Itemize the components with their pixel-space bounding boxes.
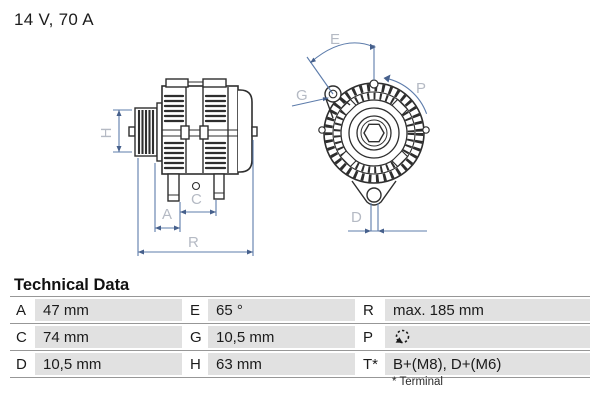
table-cell-key: A: [10, 302, 35, 319]
dim-label-E: E: [330, 31, 341, 48]
dim-label-A: A: [162, 206, 173, 223]
table-cell-key: P: [355, 329, 385, 346]
table-cell-key: E: [182, 302, 208, 319]
table-cell-value: 47 mm: [35, 299, 182, 321]
table-cell-value: [385, 326, 590, 348]
table-cell-key: T*: [355, 356, 385, 373]
table-cell-value: 74 mm: [35, 326, 182, 348]
side-view-drawing: [129, 79, 257, 201]
table-cell-value: 65 °: [208, 299, 355, 321]
table-row: [10, 350, 590, 377]
table-cell-value: 63 mm: [208, 353, 355, 375]
electrical-rating: 14 V, 70 A: [14, 10, 94, 29]
table-cell-value: 10,5 mm: [208, 326, 355, 348]
dim-label-R: R: [188, 234, 199, 251]
dim-label-C: C: [191, 191, 202, 208]
front-view-drawing: [319, 80, 429, 205]
technical-data-table: [10, 296, 590, 378]
table-cell-key: H: [182, 356, 208, 373]
table-cell-value: B+(M8), D+(M6): [385, 353, 590, 375]
table-cell-key: R: [355, 302, 385, 319]
table-cell-key: D: [10, 356, 35, 373]
dim-label-D: D: [351, 209, 362, 226]
table-cell-key: C: [10, 329, 35, 346]
table-cell-value: max. 185 mm: [385, 299, 590, 321]
terminal-footnote: * Terminal: [392, 376, 443, 388]
table-cell-key: G: [182, 329, 208, 346]
dim-label-P: P: [416, 80, 427, 97]
dim-label-G: G: [296, 87, 308, 104]
table-row: [10, 323, 590, 350]
rotation-direction-icon: [393, 328, 412, 347]
table-cell-value: 10,5 mm: [35, 353, 182, 375]
dim-label-H: H: [98, 127, 115, 139]
table-title: Technical Data: [14, 276, 130, 294]
table-row: [10, 296, 590, 323]
